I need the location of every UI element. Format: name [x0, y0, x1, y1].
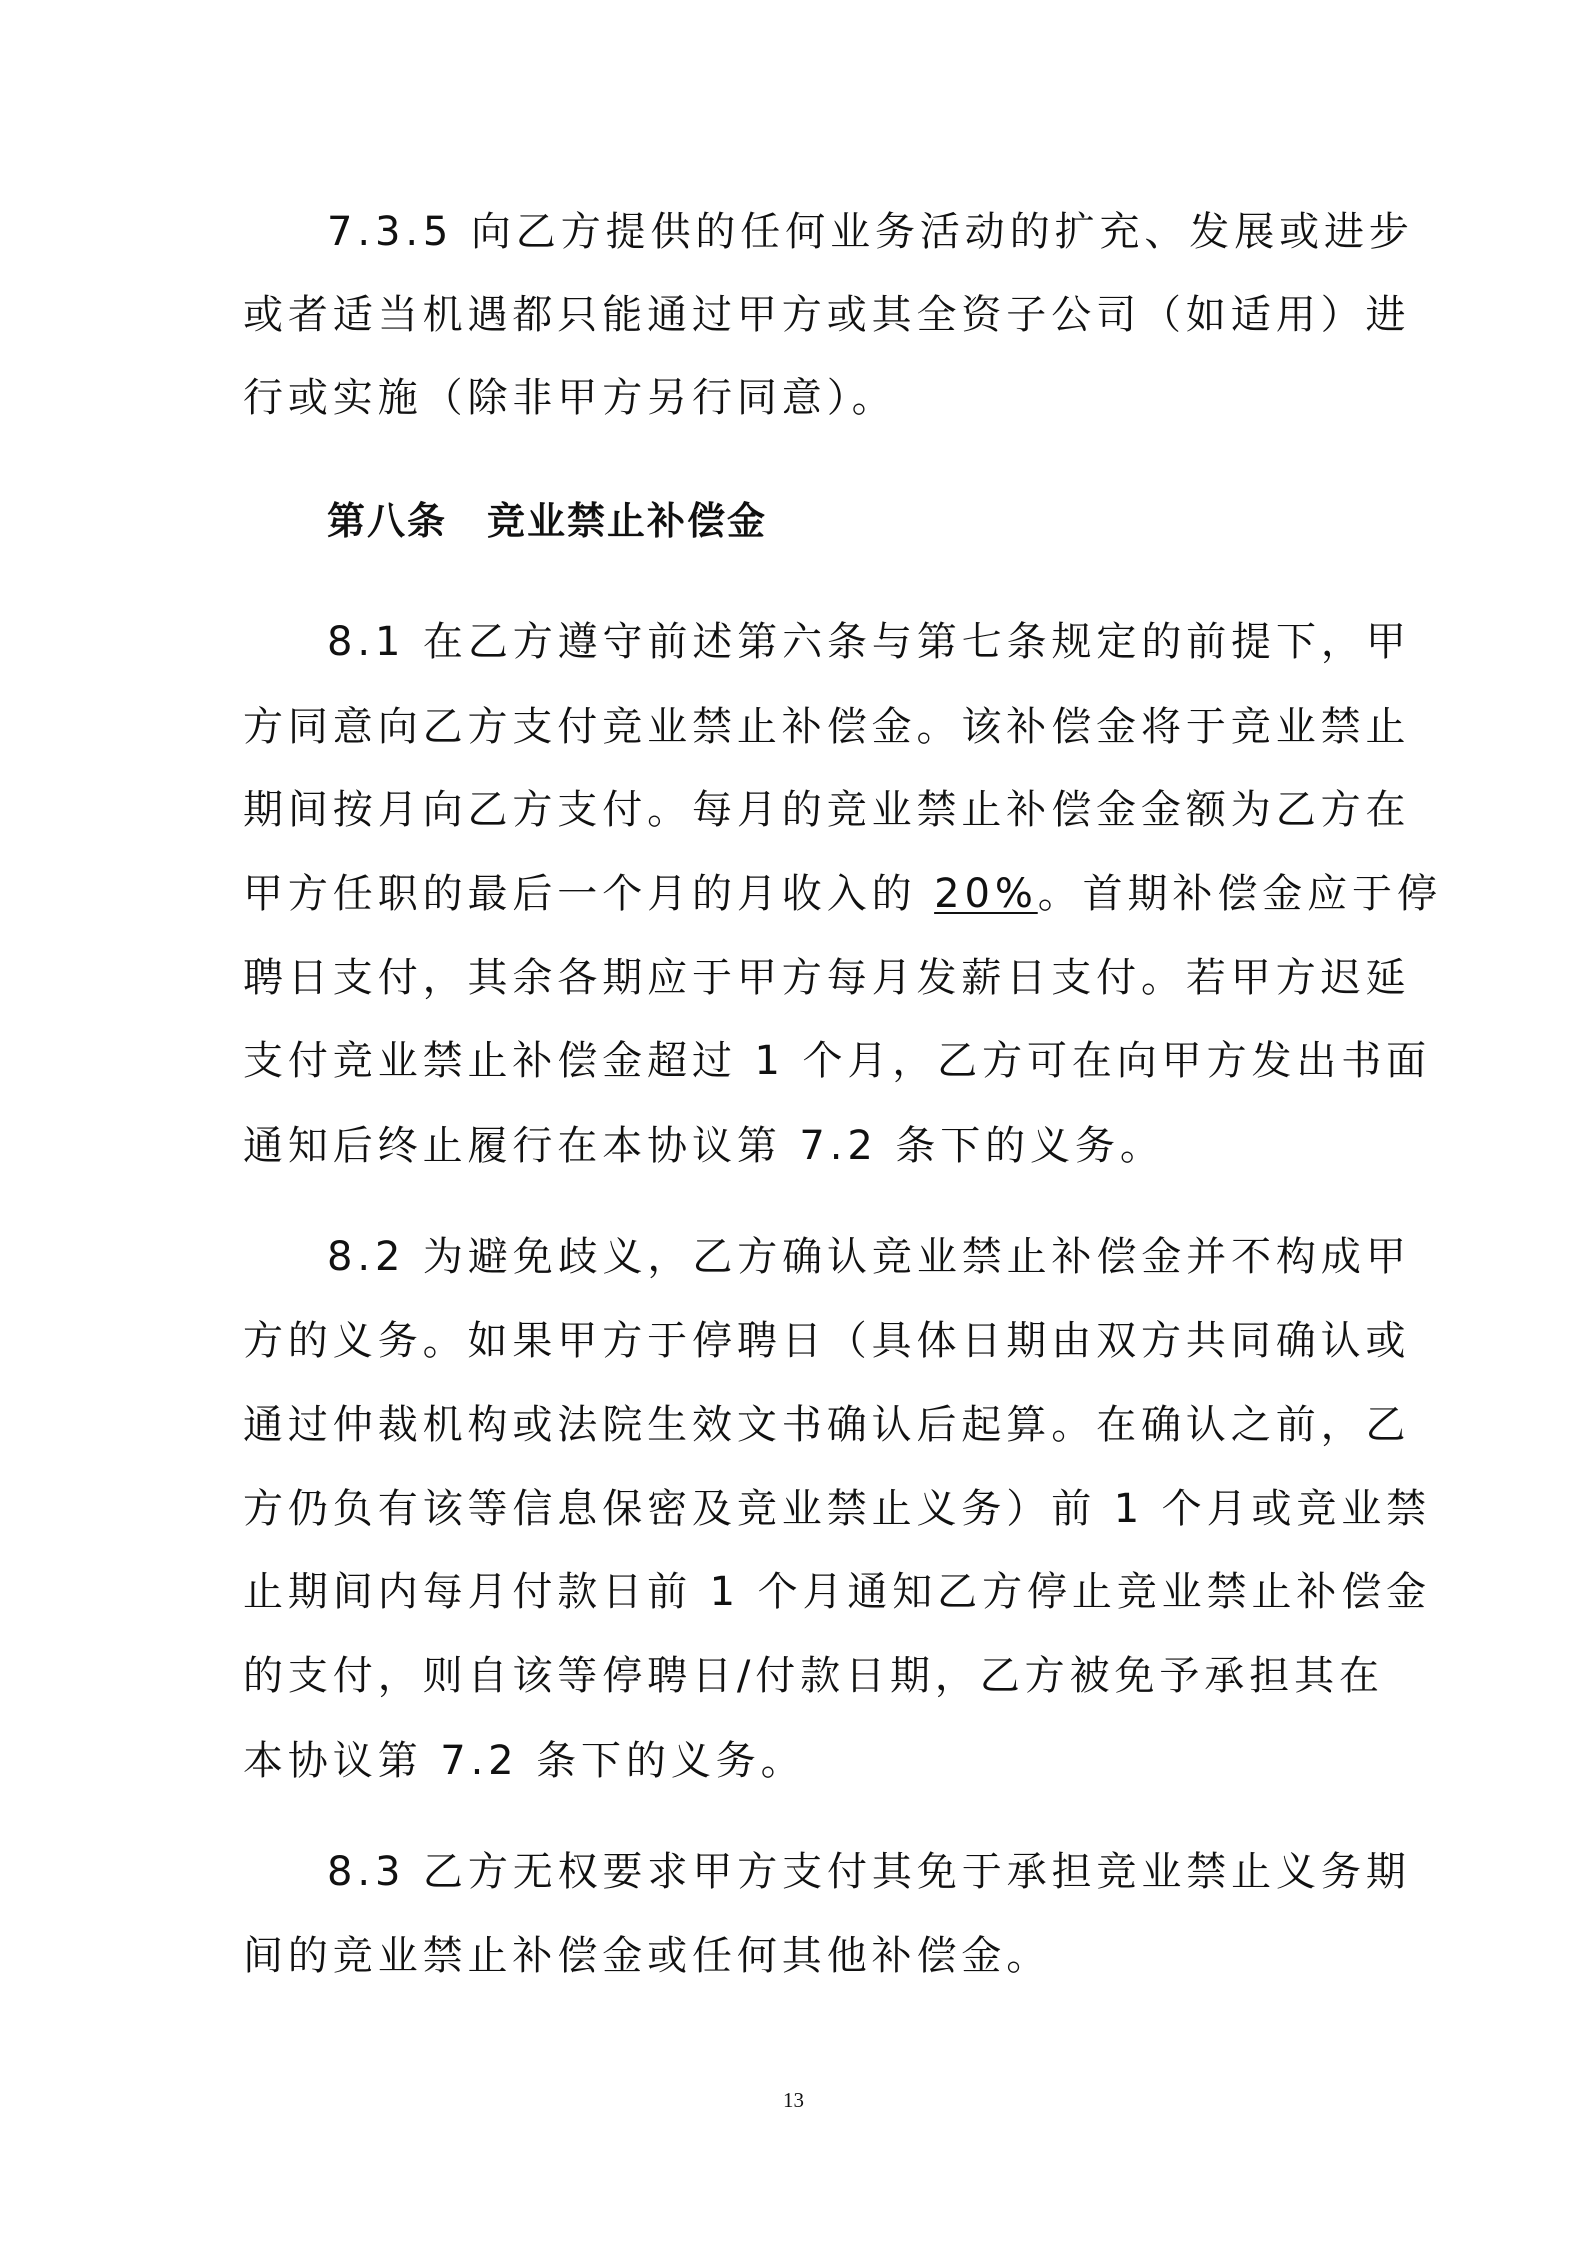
- clause-8-1-line-5: 聘日支付，其余各期应于甲方每月发薪日支付。若甲方迟延: [243, 955, 1411, 1001]
- clause-8-1-line-1: 8.1 在乙方遵守前述第六条与第七条规定的前提下，甲: [327, 619, 1411, 665]
- clause-8-1-line-4-text: 甲方任职的最后一个月的月收入的: [243, 871, 935, 917]
- clause-8-3-line-2: 间的竞业禁止补偿金或任何其他补偿金。: [243, 1933, 1052, 1979]
- article-8-number: 第八条: [327, 499, 448, 543]
- clause-8-2-line-4: 方仍负有该等信息保密及竞业禁止义务）前 1 个月或竞业禁: [243, 1486, 1432, 1532]
- page-number: 13: [783, 2088, 804, 2112]
- clause-7-3-5-line-3: 行或实施（除非甲方另行同意）。: [243, 375, 897, 421]
- clause-8-2-line-1: 8.2 为避免歧义，乙方确认竞业禁止补偿金并不构成甲: [327, 1234, 1411, 1280]
- clause-8-1-line-7: 通知后终止履行在本协议第 7.2 条下的义务。: [243, 1123, 1165, 1169]
- clause-7-3-5-line-2: 或者适当机遇都只能通过甲方或其全资子公司（如适用）进: [243, 292, 1411, 338]
- clause-8-3-line-1: 8.3 乙方无权要求甲方支付其免于承担竞业禁止义务期: [327, 1849, 1411, 1895]
- clause-8-1-line-4-tail: 首期补偿金应于停: [1082, 871, 1442, 917]
- clause-8-1-line-3: 期间按月向乙方支付。每月的竞业禁止补偿金金额为乙方在: [243, 787, 1411, 833]
- clause-8-2-line-3: 通过仲裁机构或法院生效文书确认后起算。在确认之前，乙: [243, 1402, 1411, 1448]
- clause-8-2-line-2: 方的义务。如果甲方于停聘日（具体日期由双方共同确认或: [243, 1318, 1411, 1364]
- clause-7-3-5-line-1: 7.3.5 向乙方提供的任何业务活动的扩充、发展或进步: [327, 209, 1414, 255]
- clause-8-1-line-4: [243, 866, 1442, 922]
- clause-8-1-line-4-punct: 。: [1037, 871, 1083, 917]
- article-8-title: 竞业禁止补偿金: [487, 499, 768, 543]
- clause-8-1-line-2: 方同意向乙方支付竞业禁止补偿金。该补偿金将于竞业禁止: [243, 704, 1411, 750]
- article-8-heading: [327, 493, 767, 549]
- clause-8-2-line-7: 本协议第 7.2 条下的义务。: [243, 1738, 806, 1784]
- clause-8-1-line-6: 支付竞业禁止补偿金超过 1 个月，乙方可在向甲方发出书面: [243, 1038, 1432, 1084]
- clause-8-2-line-5: 止期间内每月付款日前 1 个月通知乙方停止竞业禁止补偿金: [243, 1569, 1432, 1615]
- clause-8-2-line-6: 的支付，则自该等停聘日/付款日期，乙方被免予承担其在: [243, 1653, 1384, 1699]
- compensation-percentage: 20%: [934, 871, 1038, 917]
